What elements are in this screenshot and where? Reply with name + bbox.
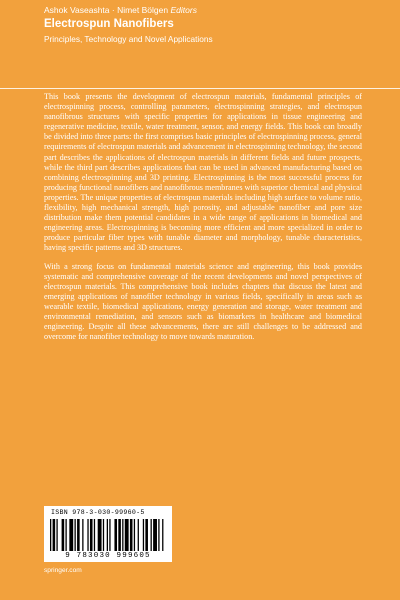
authors-line xyxy=(44,5,197,15)
blurb-paragraph-1: This book presents the development of electrospun materials, fundamental principles of electrospinning process, controlling parameters, electrospinning strategies, and electrospun nanofibrous structures with specific properties for applications in tissue engineering and regenerative medicine, textile, water treatment, sensor, and energy fields. This book can broadly be divided into three parts: the first comprises basic principles of electrospinning process, general requirements of electrospun materials and advancement in electrospinning technology, the second part describes the applications of electrospun materials in different fields and future prospects, while the third part describes applications that can be used in advanced manufacturing based on combining electrospinning and 3D printing. Electrospinning is the most successful process for producing functional nanofibers and nanofibrous membranes with superior chemical and physical properties. The unique properties of electrospun materials including high surface to volume ratio, flexibility, high mechanical strength, high porosity, and adjustable nanofiber and pore size distribution make them potential candidates in a wide range of applications in biomedical and engineering areas. Electrospinning is becoming more efficient and more specialized in order to produce particular fiber types with tunable diameter and morphology, tunable characteristics, having specific patterns and 3D structures. xyxy=(44,92,362,253)
blurb xyxy=(44,92,362,350)
blurb-paragraph-2: With a strong focus on fundamental materials science and engineering, this book provides systematic and comprehensive coverage of the recent developments and novel perspectives of electrospun materials. This comprehensive book includes chapters that discuss the latest and emerging applications of nanofiber technology in various fields, specifically in areas such as wearable textile, biomedical applications, energy generation and storage, water treatment and environmental remediation, and sensors such as biomarkers in healthcare and biomedical engineering. Despite all these advancements, there are still challenges to be addressed and overcome for nanofiber technology to move towards maturation. xyxy=(44,261,362,342)
barcode-box xyxy=(44,506,172,562)
book-title: Electrospun Nanofibers xyxy=(44,18,174,30)
header-divider xyxy=(0,88,400,89)
website-link[interactable]: springer.com xyxy=(44,567,82,574)
isbn-label: ISBN 978-3-030-99960-5 xyxy=(51,509,145,516)
book-subtitle: Principles, Technology and Novel Applications xyxy=(44,34,213,44)
editors-label: Editors xyxy=(170,5,197,15)
authors: Ashok Vaseashta · Nimet Bölgen xyxy=(44,5,169,15)
cover-header xyxy=(0,0,400,88)
barcode-digits: 9 783030 999605 xyxy=(65,552,151,560)
barcode-icon xyxy=(50,519,166,551)
